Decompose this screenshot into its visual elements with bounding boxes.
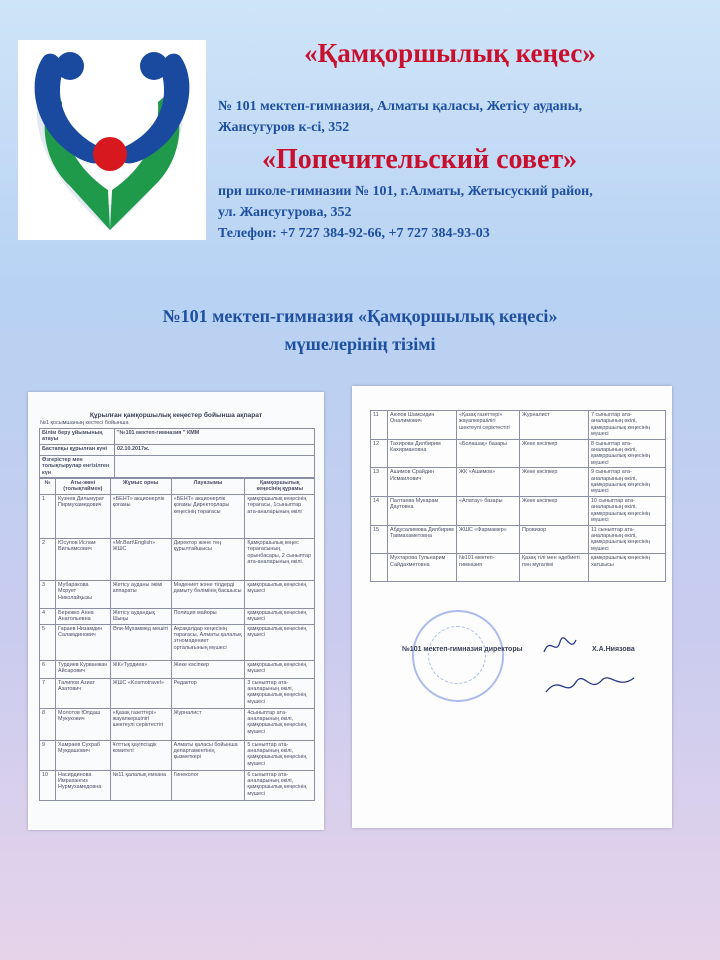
table-cell: «Қазақ газеттері» жауапкершілігі шектеулі серіктестігі <box>457 411 520 440</box>
table-cell: Алматы қаласы бойынша департаментінің қызметкері <box>171 740 245 770</box>
table-cell: қамқоршылық кеңесінің төрағасы, 1сыныптар ата-аналарының өкілі <box>245 494 315 538</box>
table-cell: Тахирова Дилбирим Кахирмановна <box>388 439 457 468</box>
meta-row <box>40 429 315 445</box>
table-cell: Жеке кәсіпкер <box>520 439 589 468</box>
table-cell: Ұлттық қауіпсіздік комитеті <box>110 740 171 770</box>
title-kz: «Қамқоршылық кеңес» <box>304 38 596 68</box>
table-cell: ЖК «Ашимов» <box>457 468 520 497</box>
table-cell: Турдиев Курванжан Айсарович <box>56 660 111 678</box>
table-cell: Ашимов Срайдин Исмаилович <box>388 468 457 497</box>
phone-line: Телефон: +7 727 384-92-66, +7 727 384-93-03 <box>218 226 490 241</box>
table-cell: Палтаева Мукарам Даутовна <box>388 496 457 525</box>
column-header: Жұмыс орны <box>110 479 171 495</box>
table-cell: 3 <box>40 580 56 608</box>
meta-value: "№101 мектеп-гимназия " КММ <box>115 429 315 445</box>
table-cell: 4сыныптар ата-аналарының өкілі, қамқоршылық кеңесінің мүшесі <box>245 708 315 740</box>
address-kz <box>218 96 582 138</box>
table-cell: «БЕНТ» акционерлік қоғамы <box>110 494 171 538</box>
table-cell: «БЕНТ» акционерлік қоғамы Директорлары кеңесінің төрағасы <box>171 494 245 538</box>
table-cell: Мубаракова Мсрует Николайқызы <box>56 580 111 608</box>
table-cell: ЖШС «Kosmotravel» <box>110 678 171 708</box>
table-cell: 4 <box>40 608 56 624</box>
table-row <box>40 494 315 538</box>
meta-value <box>115 455 315 477</box>
table-cell: «Болашақ» базары <box>457 439 520 468</box>
table-cell: Талипов Азиат Азатович <box>56 678 111 708</box>
table-cell: №11 қалалық емхана <box>110 770 171 800</box>
logo-emblem <box>18 40 206 240</box>
table-cell: 14 <box>371 496 388 525</box>
table-row <box>371 468 666 497</box>
table-cell: қамқоршылық кеңесінің мүшесі <box>245 660 315 678</box>
table-cell: Гараев Низамдин Саламдинович <box>56 624 111 660</box>
table-cell: қамқоршылық кеңесінің мүшесі <box>245 580 315 608</box>
table-cell: «Алатау» базары <box>457 496 520 525</box>
table-row <box>40 580 315 608</box>
table-cell: Редактор <box>171 678 245 708</box>
members-list-title-line: мүшелерінің тізімі <box>284 334 436 354</box>
table-row <box>40 608 315 624</box>
members-list-title-line: №101 мектеп-гимназия «Қамқоршылық кеңесі» <box>162 306 558 326</box>
initials-scribble <box>540 634 580 658</box>
table-cell: ЖШС «Фармамер» <box>457 525 520 554</box>
scanned-document-page-1 <box>28 392 324 830</box>
table-cell: 6 <box>40 660 56 678</box>
meta-label: Өзгерістер мен толықтырулар енгізілген күн <box>40 455 115 477</box>
document-heading: Құрылған қамқоршылық кеңестер бойынша ақпарат <box>89 412 263 419</box>
column-header: № <box>40 479 56 495</box>
members-list-title <box>90 302 630 358</box>
table-row <box>371 554 666 582</box>
table-cell: 9 <box>40 740 56 770</box>
table-cell: №101 мектеп-гимназия <box>457 554 520 582</box>
table-cell: 10 <box>40 770 56 800</box>
table-row <box>371 411 666 440</box>
table-cell: 8 сыныптар ата-аналарының өкілі, қамқоршылық кеңесінің мүшесі <box>589 439 666 468</box>
table-row <box>371 439 666 468</box>
table-cell: Журналист <box>520 411 589 440</box>
table-cell: 13 <box>371 468 388 497</box>
signature-role: №101 мектеп-гимназия директоры <box>402 646 523 653</box>
address-ru-line: при школе-гимназии № 101, г.Алматы, Жетысуский район, <box>218 184 593 199</box>
table-cell: Жеке кәсіпкер <box>520 468 589 497</box>
table-cell: 12 <box>371 439 388 468</box>
table-cell: қамқоршылық кеңесінің хатшысы <box>589 554 666 582</box>
table-cell: 10 сыныптар ата-аналарының өкілі, қамқоршылық кеңесінің мүшесі <box>589 496 666 525</box>
table-cell: 6 сыныптар ата-аналарының өкілі, қамқоршылық кеңесінің мүшесі <box>245 770 315 800</box>
signature-name: Х.А.Ниязова <box>592 646 635 653</box>
table-cell: 5 <box>40 624 56 660</box>
logo <box>18 40 206 240</box>
table-cell: 2 <box>40 538 56 580</box>
table-cell: Полиция майоры <box>171 608 245 624</box>
table-cell: 7 сыныптар ата-аналарының өкілі, қамқоршылық кеңесінің мүшесі <box>589 411 666 440</box>
column-header: Лауазымы <box>171 479 245 495</box>
table-cell: ЖК«Турдиев» <box>110 660 171 678</box>
table-cell: Әли-Мұхаммед мешіті <box>110 624 171 660</box>
column-header: Қамқоршылық кеңесінің құрамы <box>245 479 315 495</box>
table-cell <box>371 554 388 582</box>
table-row <box>40 740 315 770</box>
table-cell: 11 <box>371 411 388 440</box>
meta-label: Білім беру ұйымының атауы <box>40 429 115 445</box>
table-cell: Насирдинова Имрахангиз Нурмухамедовна <box>56 770 111 800</box>
meta-row <box>40 444 315 455</box>
title-ru: «Попечительский совет» <box>262 144 578 175</box>
table-row <box>40 770 315 800</box>
table-cell: Жетісу ауданы әкімі аппараты <box>110 580 171 608</box>
document-meta-table <box>39 428 315 478</box>
table-cell: Жетісу аудандық Шыңы <box>110 608 171 624</box>
column-header: Аты-жөні (толықтаймен) <box>56 479 111 495</box>
table-cell: 1 <box>40 494 56 538</box>
table-cell: «Қазақ газеттері» жауапкершілігі шектеулі серіктестігі <box>110 708 171 740</box>
table-cell: Қазақ тілі мен әдебиеті пән мұғалімі <box>520 554 589 582</box>
meta-value: 02.10.2017ж. <box>115 444 315 455</box>
table-cell: Абдусалимова Дилбирим Тавмахаметовна <box>388 525 457 554</box>
table-cell: Журналист <box>171 708 245 740</box>
table-cell: қамқоршылық кеңесінің мүшесі <box>245 624 315 660</box>
table-cell: Гинеколог <box>171 770 245 800</box>
table-row <box>40 660 315 678</box>
table-row <box>371 525 666 554</box>
table-cell: Юсупов Ислам Вильямсович <box>56 538 111 580</box>
table-cell: Провизор <box>520 525 589 554</box>
meta-label: Бастапқы құрылған күні <box>40 444 115 455</box>
table-cell: Мухтарова Гульнарим Сайдахметовна <box>388 554 457 582</box>
table-cell: Кузнев Дильмурат Пирмухамедович <box>56 494 111 538</box>
table-cell: Директор және тең құрылтайшысы <box>171 538 245 580</box>
table-cell: Қамқоршылық кеңес төрағасының орынбасары, 2 сыныптар ата-аналарының өкілі. <box>245 538 315 580</box>
round-stamp <box>412 610 504 702</box>
table-cell: Жеке кәсіпкер <box>171 660 245 678</box>
table-row <box>40 678 315 708</box>
table-cell: Жеке кәсіпкер <box>520 496 589 525</box>
table-cell: Аюпов Шамсидин Оналимович <box>388 411 457 440</box>
table-cell: 8 <box>40 708 56 740</box>
table-cell: 11 сыныптар ата-аналарының өкілі, қамқоршылық кеңесінің мүшесі <box>589 525 666 554</box>
scanned-document-page-2 <box>352 386 672 828</box>
table-cell: 7 <box>40 678 56 708</box>
handwritten-signature <box>540 668 640 698</box>
members-table-1 <box>39 478 315 801</box>
table-cell: 15 <box>371 525 388 554</box>
table-cell: 3 сыныптар ата-аналарының өкілі, қамқоршылық кеңесінің мүшесі <box>245 678 315 708</box>
table-row <box>40 538 315 580</box>
table-row <box>40 708 315 740</box>
address-ru-line: ул. Жансугурова, 352 <box>218 205 352 220</box>
table-row <box>40 624 315 660</box>
table-cell: Молотов Юлдаш Мукукович <box>56 708 111 740</box>
table-cell: 9 сыныптар ата-аналарының өкілі, қамқоршылық кеңесінің мүшесі <box>589 468 666 497</box>
table-cell: 5 сыныптар ата-аналарының өкілі, қамқоршылық кеңесінің мүшесі <box>245 740 315 770</box>
table-cell: Мәдениет және тілдерді дамыту бөлімінің басшысы <box>171 580 245 608</box>
meta-row <box>40 455 315 477</box>
document-subheading: №1 қосымшаның кестесі бойынша <box>40 420 129 426</box>
table-cell: Хамраев Сухраб Мукдашович <box>56 740 111 770</box>
table-cell: Бережко Анна Анатольевна <box>56 608 111 624</box>
table-cell: «Mr.Bart\English» ЖШС <box>110 538 171 580</box>
table-cell: Ақсақалдар кеңесінің төрағасы, Алматы қалалық этномәдениет орталығының мүшесі <box>171 624 245 660</box>
address-ru <box>218 181 593 244</box>
address-kz-line: № 101 мектеп-гимназия, Алматы қаласы, Жетісу ауданы, <box>218 99 583 114</box>
table-row <box>371 496 666 525</box>
members-table-2 <box>370 410 666 582</box>
table-cell: қамқоршылық кеңесінің мүшесі <box>245 608 315 624</box>
address-kz-line: Жансугуров к-сі, 352 <box>218 120 350 135</box>
